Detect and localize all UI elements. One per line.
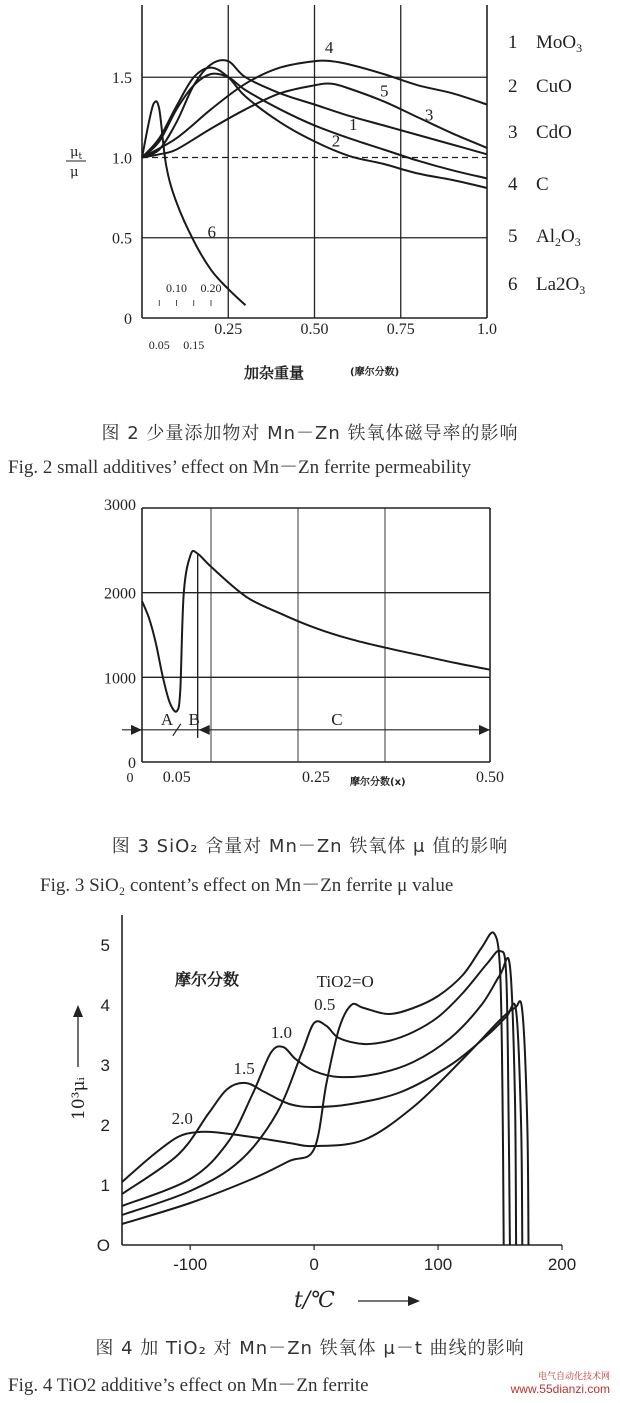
fig4-ytick-label: O: [96, 1236, 110, 1255]
fig4-series-label-1.0: 1.0: [270, 1023, 292, 1042]
fig2-series-labels: [208, 38, 434, 242]
fig3-tick-labels: [104, 497, 504, 786]
fig2-chart: [0, 0, 620, 400]
fig4-y-axis-label: [69, 1005, 89, 1120]
fig2-ytick-label: 1.0: [112, 150, 132, 168]
fig3-ytick-label: 2000: [104, 585, 136, 603]
fig2-legend-item-2: [508, 76, 572, 97]
fig3-xlabel: 摩尔分数(x): [350, 777, 406, 788]
fig2-legend-label: $Al_2O_3$: [536, 226, 581, 249]
fig3-caption-cn: 图 3 SiO₂ 含量对 Mn－Zn 铁氧体 μ 值的影响: [111, 836, 509, 857]
fig4-x-axis-label: [294, 1288, 420, 1313]
fig3-caption-en: Fig. 3 SiO₂ content’s effect on Mn－Zn ferrite μ value: [40, 875, 454, 896]
fig2-ytick-label: 0.5: [112, 230, 132, 248]
fig2-series-label-2: 2: [331, 131, 341, 151]
fig2-legend-num: 3: [508, 122, 518, 143]
fig4-series-label-TiO2=O: TiO2=O: [316, 972, 374, 991]
fig3-region-label-A: A: [160, 709, 174, 729]
fig2-legend-label: C: [536, 174, 549, 195]
fig2-xlabel: 加杂重量: [244, 364, 305, 382]
fig3-ytick-label: 3000: [104, 497, 136, 514]
fig2-xtick-label: 0.50: [300, 321, 329, 338]
fig2-ylabel-num-sub: t: [78, 152, 83, 162]
fig4-ytick-label: 5: [100, 936, 110, 955]
fig2-legend-label: CdO: [536, 122, 572, 143]
fig3-arrowhead-C-end: [479, 725, 490, 735]
fig3-xtick-label: 0.25: [302, 769, 330, 786]
fig2-ylabel-num: μ: [70, 145, 79, 160]
fig2-xtick-lower-label: 0.15: [183, 338, 205, 352]
fig2-legend-label: MoO$_3$: [536, 32, 583, 55]
fig2-legend-num: 6: [508, 274, 518, 295]
fig2-xtick-upper-label: 0.20: [200, 281, 222, 295]
fig2-series-label-1: 1: [349, 115, 358, 135]
fig2-y-axis-label: [66, 145, 86, 180]
fig2-series-6: [142, 101, 246, 305]
fig2-caption-en: Fig. 2 small additives’ effect on Mn－Zn ferrite permeability: [8, 457, 472, 478]
fig2-xtick-upper-label: 0.10: [166, 281, 187, 295]
fig4-ylabel-arrowhead: [73, 1005, 83, 1017]
fig4-frame: [122, 915, 562, 1245]
fig3-ytick-label: 0: [128, 755, 136, 772]
svg-text:μt: [70, 145, 82, 162]
fig2-series-label-4: 4: [324, 38, 334, 58]
fig2-x-axis-label: [243, 364, 399, 382]
fig2-legend-item-3: [508, 122, 572, 143]
fig2-grid: [142, 5, 487, 318]
fig2-xtick-label: 0.25: [214, 321, 243, 338]
fig4-caption-en: Fig. 4 TiO2 additive’s effect on Mn－Zn ferrite: [8, 1375, 369, 1396]
fig2-caption-cn: 图 2 少量添加物对 Mn－Zn 铁氧体磁导率的影响: [101, 423, 519, 444]
watermark-url: www.55dianzi.com: [510, 1382, 610, 1396]
fig4-caption-cn: 图 4 加 TiO₂ 对 Mn－Zn 铁氧体 μ－t 曲线的影响: [95, 1338, 525, 1359]
fig2-series-label-5: 5: [380, 81, 389, 101]
fig2-series-label-6: 6: [207, 222, 217, 242]
fig4-ytick-label: 4: [100, 996, 110, 1015]
fig2-legend-num: 1: [508, 32, 518, 53]
fig3-arrowhead-A-in: [131, 725, 142, 735]
fig2-legend-num: 4: [508, 174, 518, 195]
fig3-xtick-label: 0.05: [162, 769, 191, 786]
fig2-ytick-label: 1.5: [112, 70, 132, 88]
fig3-ytick-label: 1000: [104, 670, 136, 688]
fig2-legend-num: 5: [508, 226, 518, 247]
fig2-xtick-label: 0.75: [386, 321, 415, 338]
fig2-xtick-label: 1.0: [477, 321, 497, 338]
fig4-series-label-1.5: 1.5: [233, 1059, 255, 1078]
fig4-ytick-label: 3: [100, 1056, 110, 1075]
fig2-legend: [508, 32, 585, 297]
fig2-series-label-3: 3: [424, 105, 434, 125]
fig3-arrowhead-C-start: [199, 725, 210, 735]
fig4-xlabel-arrowhead: [408, 1296, 420, 1306]
fig3-xtick-origin: 0: [126, 771, 134, 786]
fig3-series-group: [142, 551, 490, 712]
fig4-xtick-label: 200: [547, 1255, 577, 1274]
watermark-cn: 电气自动化技术网: [537, 1372, 610, 1382]
fig4-series-label-2.0: 2.0: [171, 1108, 193, 1128]
fig3-series-line: [142, 551, 490, 712]
fig4-xtick-label: -100: [173, 1255, 208, 1274]
fig2-xlabel-unit: (摩尔分数): [350, 367, 400, 378]
fig2-legend-item-1: [508, 32, 582, 55]
fig3-region-label-B: B: [188, 709, 200, 729]
fig3-chart: [0, 490, 620, 810]
fig3-xtick-label: 0.50: [476, 769, 504, 786]
fig4-annotation: 摩尔分数: [175, 970, 240, 989]
fig4-xtick-label: 0: [309, 1255, 319, 1274]
fig2-tick-labels: [112, 70, 497, 352]
fig2-legend-label: $La2O_3$: [536, 274, 586, 297]
fig4-xlabel: t/℃: [294, 1288, 335, 1313]
fig4-xtick-label: 100: [423, 1255, 453, 1274]
fig3-region-label-C: C: [331, 709, 343, 729]
fig2-legend-item-6: [508, 274, 585, 297]
fig2-ytick-label: 0: [124, 311, 132, 328]
fig2-legend-item-4: [508, 174, 549, 195]
fig2-legend-item-5: [508, 226, 581, 249]
fig4-chart: [0, 905, 620, 1325]
fig4-ylabel: 10³μᵢ: [69, 1077, 89, 1120]
fig4-ytick-label: 2: [100, 1116, 110, 1135]
fig2-legend-num: 2: [508, 76, 518, 97]
fig2-legend-label: CuO: [536, 76, 572, 97]
fig4-series-label-0.5: 0.5: [314, 994, 336, 1014]
fig2-xtick-lower-label: 0.05: [148, 338, 170, 352]
fig4-ytick-label: 1: [100, 1176, 110, 1195]
fig2-ylabel-den: μ: [70, 165, 79, 180]
